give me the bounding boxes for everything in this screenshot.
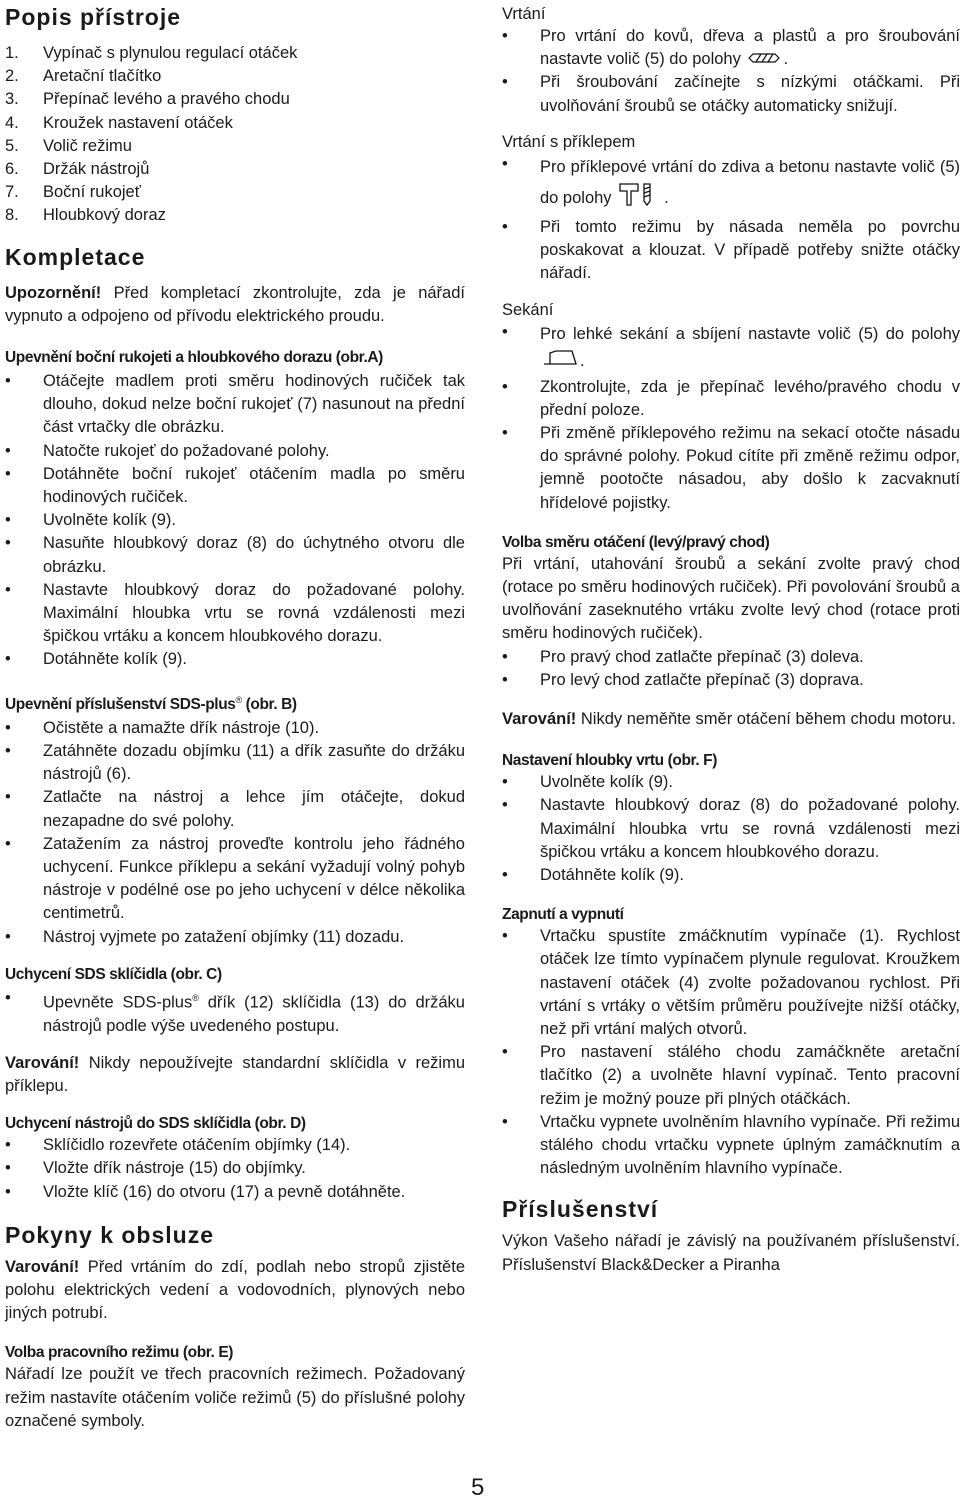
bullet: • [5,534,11,553]
item-text: Aretační tlačítko [43,67,162,86]
item-text: Držák nástrojů [43,160,150,179]
list-item-text: Zatažením za nástroj proveďte kontrolu jeho řádného uchycení. Funkce příklepu a sekání vyžadují volný pohyb nástroje v podélné ose po jeho uchycení v délce několika centimetrů. [43,834,465,923]
smer-text: Při vrtání, utahování šroubů a sekání zvolte pravý chod (rotace po směru hodinových ručiček). Při povolování šroubů a uvolňování zaseknutého vrtáku zvolte levý chod (rotace proti směru hodinových ručiček). [502,554,960,643]
popis-item [5,204,465,227]
sds-list [5,717,465,949]
list-item [502,794,960,864]
upozorneni-label: Upozornění! [5,283,102,302]
sds-title-suffix: (obr. B) [241,695,297,713]
subheading-sekani: Sekání [502,301,554,320]
item-number: 2. [5,67,19,86]
list-item-text: Nastavte hloubkový doraz (8) do požadované polohy. Maximální hloubka vrtu se rovná vzdálenosti mezi špičkou vrtáku a koncem hloubkového dorazu. [540,796,960,861]
popis-item [5,181,465,204]
varovani-text: Nikdy nepoužívejte standardní sklíčidla v režimu příklepu. [5,1053,465,1095]
chisel-icon [542,349,578,376]
bullet: • [502,323,508,342]
bullet: • [5,650,11,669]
sekani-item-text: Zkontrolujte, zda je přepínač levého/pravého chodu v přední poloze. [540,377,960,419]
section-title-prislusenstvi: Příslušenství [502,1196,659,1223]
list-item-text: Natočte rukojeť do požadované polohy. [43,441,330,460]
popis-item [5,158,465,181]
item-number: 6. [5,160,19,179]
list-item [5,579,465,649]
varovani-label: Varování! [5,1257,80,1276]
bullet: • [502,796,508,815]
bullet: • [5,372,11,391]
list-item [502,25,960,71]
section-title-popis: Popis přístroje [5,4,182,30]
prislusenstvi-text: Výkon Vašeho nářadí je závislý na používaném příslušenství. Příslušenství Black&Decker a Piranha [502,1232,960,1274]
bullet: • [5,927,11,946]
list-item [502,646,960,669]
item-text: Hloubkový doraz [43,206,166,225]
list-item [5,463,465,509]
bullet: • [5,988,11,1007]
list-item-text: Uvolněte kolík (9). [43,511,176,530]
item-text: Boční rukojeť [43,183,141,202]
item-text: Kroužek nastavení otáček [43,113,233,132]
bullet: • [502,1112,508,1131]
list-item [502,864,960,887]
varovani-paragraph-1 [5,1052,465,1098]
sekani-item-text: Při změně příklepového režimu na sekací otočte násadu do správné polohy. Pokud cítíte při změně režimu odpor, jemně pootočte násadou, aby došlo k zacvaknutí hřídelové pojistky. [540,424,960,512]
list-item [502,216,960,286]
item-number: 7. [5,183,19,202]
vrtani-list [502,25,960,118]
bullet: • [502,424,508,442]
subheading-zapnuti: Zapnutí a vypnutí [502,906,624,924]
bullet: • [5,1159,11,1178]
list-item-text: Očistěte a namažte dřík nástroje (10). [43,718,320,737]
page-number: 5 [471,1474,485,1501]
list-item [502,771,960,794]
sekani-item-end: . [580,352,585,371]
item-text: Volič režimu [43,136,132,155]
item-number: 8. [5,206,19,225]
nastroju-list [5,1134,465,1204]
bullet: • [502,647,508,666]
list-item-text: Nastavte hloubkový doraz do požadované polohy. Maximální hloubka vrtu se rovná vzdálenosti mezi špičkou vrtáku a koncem hloubkového dorazu. [43,580,465,646]
bullet: • [502,866,508,885]
list-item [502,1111,960,1181]
list-item-text: Zatlačte na nástroj a lehce jím otáčejte, dokud nezapadne do své polohy. [43,788,465,830]
hloubka-list [502,771,960,887]
list-item [5,648,465,671]
sklicidlo-text-b: dřík (12) sklíčidla (13) do držáku nástrojů podle výše uvedeného postupu. [43,993,465,1035]
bullet: • [5,441,11,460]
list-item [502,71,960,117]
list-item [502,925,960,1041]
sklicidlo-text-a: Upevněte SDS-plus [43,993,193,1012]
priklep-item-end: . [664,188,669,207]
popis-item [5,65,465,88]
sekani-list [502,321,960,514]
list-item-text: Otáčejte madlem proti směru hodinových ručiček tak dlouho, dokud nelze boční rukojeť (7) nasunout na přední část vrtačky dle obrázku. [43,372,465,437]
subheading-volba-rezimu: Volba pracovního režimu (obr. E) [5,1344,234,1362]
bullet: • [502,1043,508,1062]
popis-item [5,112,465,135]
varovani-paragraph-3 [502,708,960,731]
bullet: • [502,73,508,92]
sds-title-text: Upevnění příslušenství SDS-plus [5,695,236,713]
list-item [5,833,465,926]
list-item [5,1134,465,1157]
sklicidlo-list [5,987,465,1038]
item-text: Přepínač levého a pravého chodu [43,90,290,109]
varovani-text: Nikdy neměňte směr otáčení během chodu motoru. [576,710,956,729]
bocni-list [5,370,465,672]
popis-list [5,42,465,228]
list-item [502,376,960,422]
subheading-priklep: Vrtání s příklepem [502,132,636,151]
list-item [5,1157,465,1180]
varovani-paragraph-2 [5,1256,465,1326]
priklep-item-text: Při tomto režimu by násada neměla po povrchu poskakovat a klouzat. V případě potřeby snižte otáčky nářadí. [540,217,960,283]
bullet: • [5,718,11,737]
list-item-text: Uvolněte kolík (9). [540,773,673,792]
subheading-smer-otaceni: Volba směru otáčení (levý/pravý chod) [502,533,770,551]
list-item-text: Sklíčidlo rozevřete otáčením objímky (14). [43,1136,351,1155]
bullet: • [5,1136,11,1155]
varovani-label: Varování! [5,1053,80,1072]
drill-bit-icon [747,48,781,71]
bullet: • [5,580,11,599]
list-item-text: Vložte dřík nástroje (15) do objímky. [43,1159,306,1178]
list-item [502,153,960,216]
list-item-text: Dotáhněte kolík (9). [540,866,684,885]
section-title-kompletace: Kompletace [5,243,146,270]
bullet: • [502,154,508,173]
list-item-text: Pro pravý chod zatlačte přepínač (3) doleva. [540,647,864,666]
list-item [502,1041,960,1111]
list-item [5,987,465,1038]
list-item [502,422,960,515]
bullet: • [502,377,508,396]
item-number: 5. [5,136,19,155]
list-item [5,1181,465,1204]
list-item [5,717,465,740]
vrtani-item-text: Pro vrtání do kovů, dřeva a plastů a pro šroubování nastavte volič (5) do polohy [540,27,960,69]
vrtani-item-end: . [783,50,789,69]
list-item [502,669,960,692]
registered-mark: ® [192,992,199,1003]
popis-item [5,42,465,65]
hammer-icon [618,181,662,216]
item-number: 1. [5,44,19,62]
list-item-text: Vložte klíč (16) do otvoru (17) a pevně dotáhněte. [43,1182,406,1201]
list-item-text: Pro nastavení stálého chodu zamáčkněte aretační tlačítko (2) a uvolněte hlavní vypínač. Tento pracovní režim je možný pouze při plných otáčkách. [540,1043,960,1108]
list-item-text: Pro levý chod zatlačte přepínač (3) doprava. [540,670,864,689]
bullet: • [502,27,508,45]
bullet: • [5,511,11,530]
subheading-sklicidlo: Uchycení SDS sklíčidla (obr. C) [5,965,222,983]
zapnuti-list [502,925,960,1180]
bullet: • [5,1182,11,1201]
list-item [5,532,465,578]
item-text: Vypínač s plynulou regulací otáček [43,44,298,62]
bullet: • [5,464,11,483]
subheading-sds-plus [5,690,465,715]
list-item-text: Vrtačku spustíte zmáčknutím vypínače (1). Rychlost otáček lze tímto vypínačem plynule regulovat. Kroužkem nastavení otáček (4) zvolte požadovanou rychlost. Při vrtání s vrtáky o větším průměru používejte nižší otáčky, než při vrtání malých otvorů. [540,927,960,1039]
registered-mark: ® [235,694,242,705]
priklep-item-text: Pro příklepové vrtání do zdiva a betonu nastavte volič (5) do polohy [540,157,960,207]
list-item-text: Dotáhněte boční rukojeť otáčením madla po směru hodinových ručiček. [43,464,465,507]
right-column [502,0,960,1277]
list-item-text: Vrtačku vypnete uvolněním hlavního vypínače. Při režimu stálého chodu vrtačku vypnete úplným zamáčknutím a následným uvolněním hlavního vypínače. [540,1112,960,1178]
bullet: • [502,927,508,946]
left-column [5,0,465,1433]
varovani-label: Varování! [502,710,577,729]
bullet: • [502,670,508,689]
varovani-text: Před vrtáním do zdí, podlah nebo stropů zjistěte polohu elektrických vedení a vodovodních, plynových nebo jiných potrubí. [5,1257,465,1323]
list-item-text: Zatáhněte dozadu objímku (11) a dřík zasuňte do držáku nástrojů (6). [43,742,465,784]
subheading-bocni-rukojet: Upevnění boční rukojeti a hloubkového dorazu (obr.A) [5,349,383,367]
subheading-hloubka: Nastavení hloubky vrtu (obr. F) [502,752,717,770]
item-number: 4. [5,113,19,132]
list-item-text: Nasuňte hloubkový doraz (8) do úchytného otvoru dle obrázku. [43,534,465,576]
volba-rezimu-text: Nářadí lze použít ve třech pracovních režimech. Požadovaný režim nastavíte otáčením voliče režimů (5) do příslušné polohy označené symboly. [5,1365,465,1430]
item-number: 3. [5,90,19,109]
vrtani-item-text: Při šroubování začínejte s nízkými otáčkami. Při uvolňování šroubů se otáčky automaticky snižují. [540,73,960,115]
subheading-vrtani: Vrtání [502,5,546,23]
list-item [5,509,465,532]
popis-item [5,135,465,158]
list-item [5,926,465,949]
list-item-text: Nástroj vyjmete po zatažení objímky (11) dozadu. [43,927,405,946]
list-item-text: Dotáhněte kolík (9). [43,650,187,669]
subheading-nastroju: Uchycení nástrojů do SDS sklíčidla (obr. D) [5,1115,306,1133]
sekani-item-text: Pro lehké sekání a sbíjení nastavte volič (5) do polohy [540,325,960,344]
smer-list [502,646,960,692]
list-item [5,440,465,463]
upozorneni-paragraph [5,282,465,328]
bullet: • [5,834,11,853]
section-title-pokyny: Pokyny k obsluze [5,1221,215,1248]
popis-item [5,88,465,111]
list-item [502,321,960,375]
bullet: • [502,217,508,236]
list-item [5,370,465,440]
list-item [5,740,465,786]
bullet: • [502,773,508,792]
priklep-list [502,153,960,286]
bullet: • [5,788,11,807]
bullet: • [5,742,11,761]
upozorneni-text: Před kompletací zkontrolujte, zda je nářadí vypnuto a odpojeno od přívodu elektrického proudu. [5,283,465,325]
list-item [5,786,465,832]
